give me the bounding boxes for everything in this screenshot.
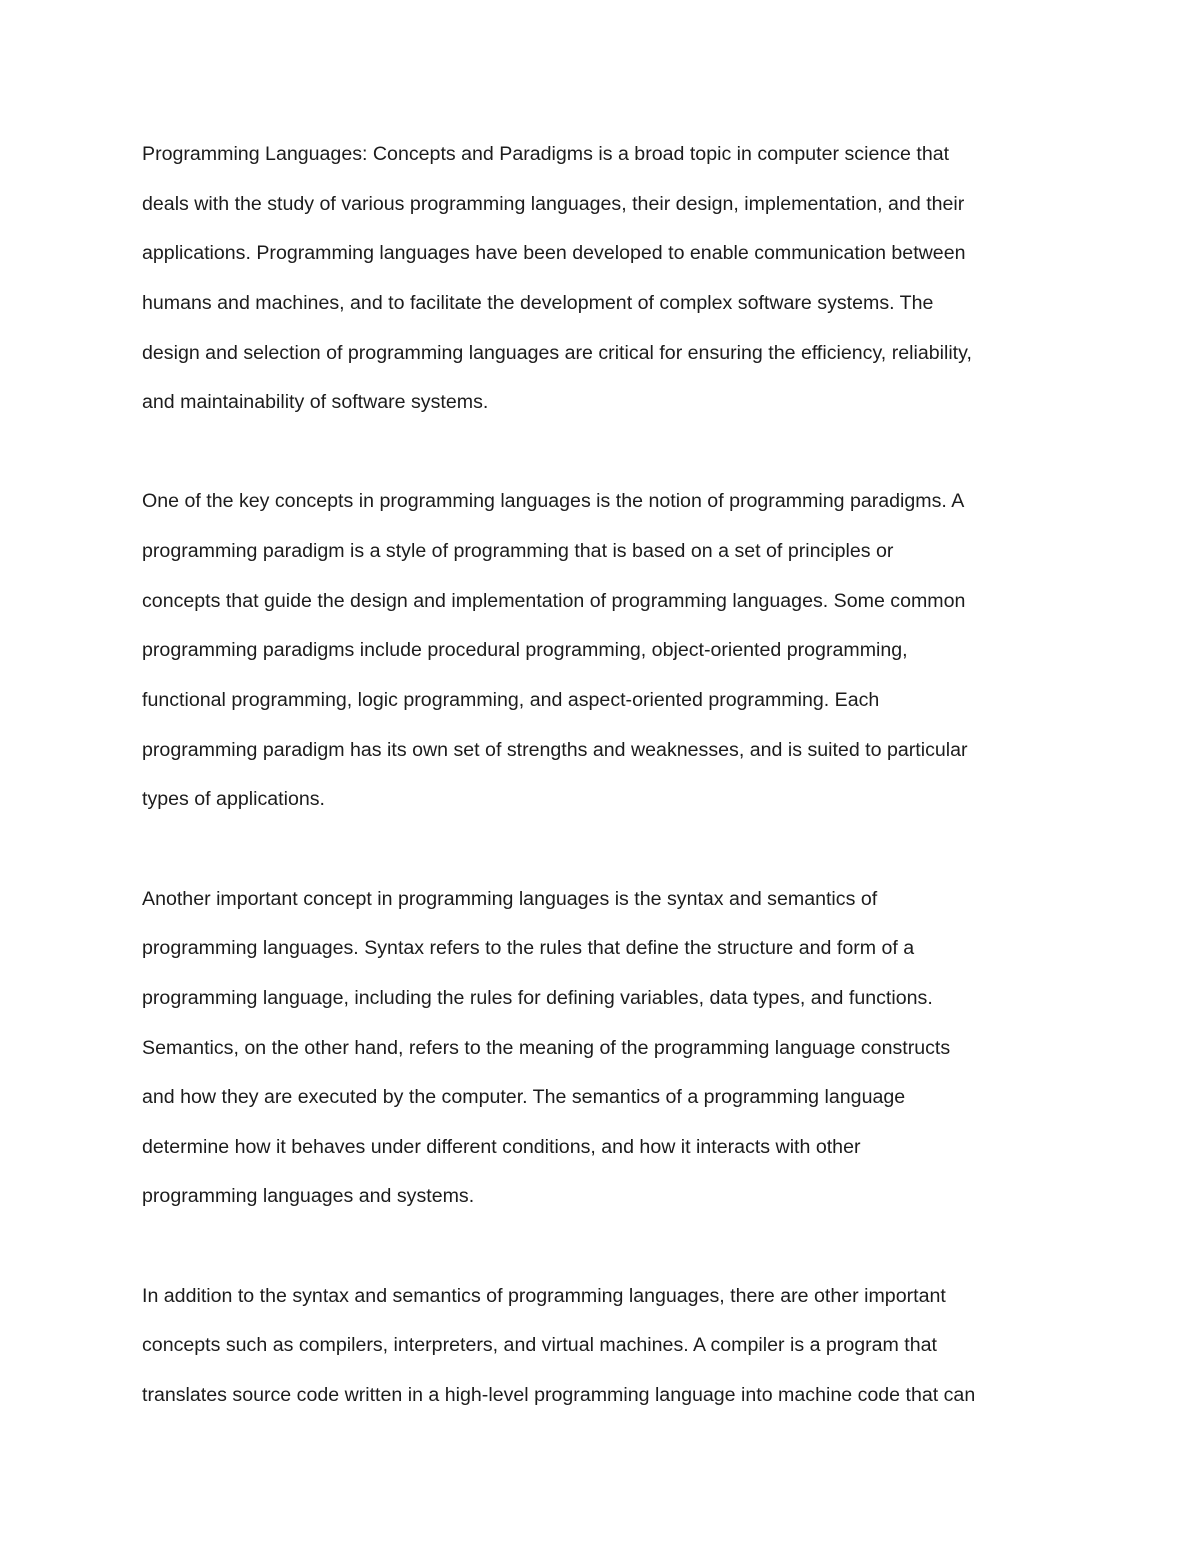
text-line: and how they are executed by the computer. The semantics of a programming language: [142, 1086, 906, 1109]
paragraph-3: [142, 881, 1082, 1228]
text-line: types of applications.: [142, 788, 325, 811]
text-line: functional programming, logic programming, and aspect-oriented programming. Each: [142, 689, 880, 712]
text-line: deals with the study of various programming languages, their design, implementation, and their: [142, 192, 965, 215]
text-line: Programming Languages: Concepts and Paradigms is a broad topic in computer science that: [142, 143, 950, 165]
document-body: [142, 136, 1082, 1427]
text-line: programming paradigm has its own set of strengths and weaknesses, and is suited to particular: [142, 738, 968, 761]
text-line: Semantics, on the other hand, refers to the meaning of the programming language constructs: [142, 1036, 951, 1059]
text-line: applications. Programming languages have been developed to enable communication between: [142, 242, 966, 265]
text-line: and maintainability of software systems.: [142, 391, 489, 414]
text-line: design and selection of programming languages are critical for ensuring the efficiency, reliability,: [142, 341, 972, 364]
text-line: programming languages and systems.: [142, 1185, 475, 1208]
paragraph-gap: [142, 831, 1082, 881]
text-line: humans and machines, and to facilitate the development of complex software systems. The: [142, 291, 934, 314]
text-line: translates source code written in a high-level programming language into machine code that can: [142, 1384, 976, 1407]
text-line: concepts that guide the design and implementation of programming languages. Some common: [142, 589, 966, 612]
text-line: Another important concept in programming languages is the syntax and semantics of: [142, 887, 878, 910]
paragraph-gap: [142, 1228, 1082, 1278]
paragraph-1: [142, 136, 1082, 434]
text-line: In addition to the syntax and semantics of programming languages, there are other important: [142, 1284, 946, 1307]
text-line: concepts such as compilers, interpreters, and virtual machines. A compiler is a program that: [142, 1334, 937, 1357]
paragraph-4: [142, 1278, 1082, 1427]
text-line: determine how it behaves under different conditions, and how it interacts with other: [142, 1135, 861, 1158]
paragraph-2: [142, 483, 1082, 830]
text-line: One of the key concepts in programming languages is the notion of programming paradigms. A: [142, 490, 965, 513]
text-line: programming paradigm is a style of programming that is based on a set of principles or: [142, 540, 894, 563]
text-line: programming paradigms include procedural programming, object-oriented programming,: [142, 639, 908, 662]
paragraph-gap: [142, 434, 1082, 484]
text-line: programming languages. Syntax refers to the rules that define the structure and form of a: [142, 937, 915, 960]
text-line: programming language, including the rules for defining variables, data types, and functions.: [142, 986, 933, 1009]
